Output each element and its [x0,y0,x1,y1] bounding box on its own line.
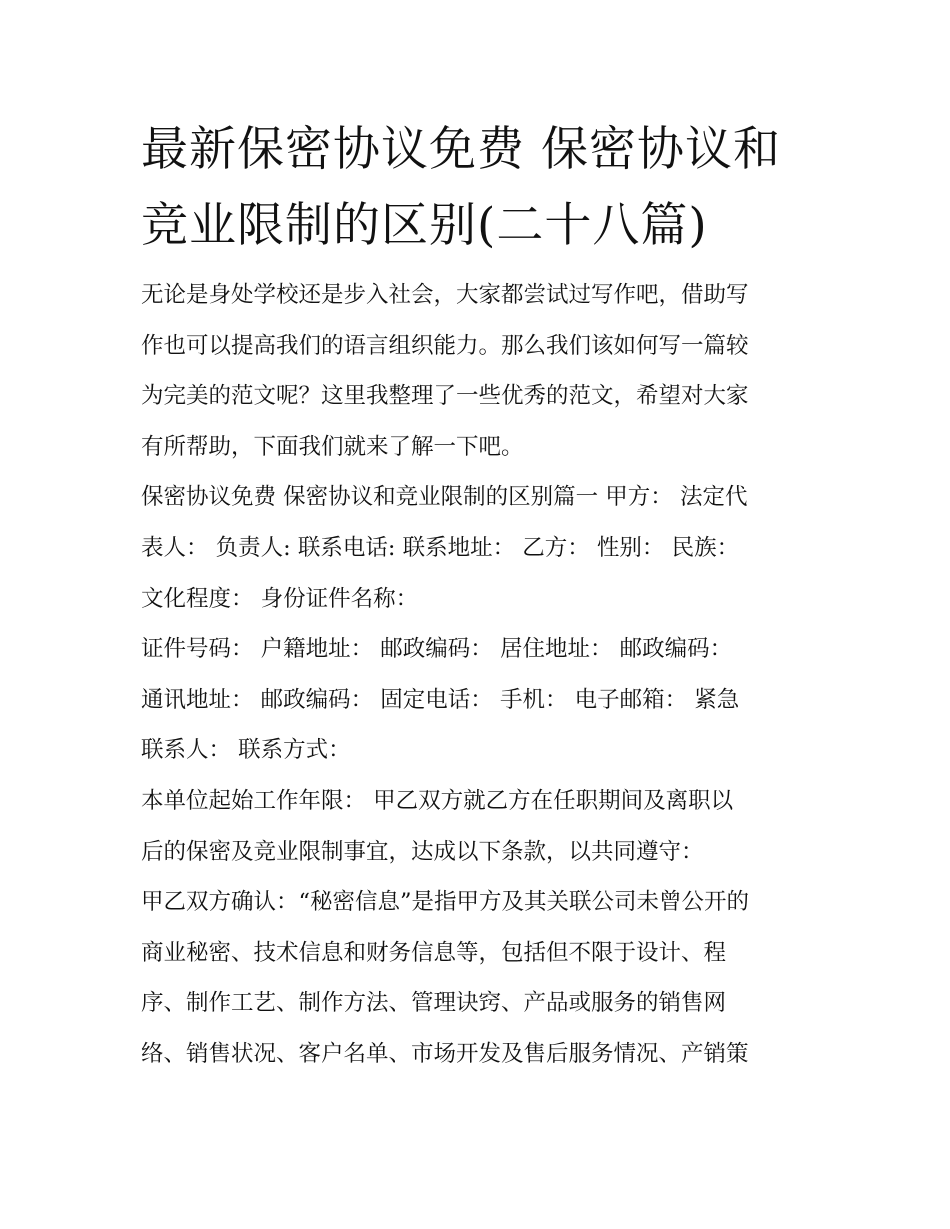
body-line: 序、制作工艺、制作方法、管理诀窍、产品或服务的销售网 [141,990,727,1017]
document-title: 最新保密协议免费 保密协议和 竞业限制的区别(二十八篇) [141,122,781,253]
body-line: 甲乙双方确认：“秘密信息”是指甲方及其关联公司未曾公开的 [141,889,750,916]
body-line: 无论是身处学校还是步入社会，大家都尝试过写作吧，借助写 [141,282,749,308]
body-line: 作也可以提高我们的语言组织能力。那么我们该如何写一篇较 [141,332,749,359]
body-line: 为完美的范文呢？这里我整理了一些优秀的范文，希望对大家 [141,383,749,410]
body-line: 证件号码： 户籍地址： 邮政编码： 居住地址： 邮政编码： [141,636,733,663]
document-page [141,112,813,1080]
body-line: 通讯地址： 邮政编码： 固定电话： 手机： 电子邮箱： 紧急 [141,686,740,713]
body-line: 有所帮助，下面我们就来了解一下吧。 [141,433,524,460]
body-line: 后的保密及竞业限制事宜，达成以下条款，以共同遵守： [141,838,704,865]
body-line: 商业秘密、技术信息和财务信息等，包括但不限于设计、程 [141,939,727,966]
body-line: 联系人： 联系方式： [141,737,351,764]
body-line: 本单位起始工作年限： 甲乙双方就乙方在任职期间及离职以 [141,787,734,814]
body-line: 络、销售状况、客户名单、市场开发及售后服务情况、产销策 [141,1040,749,1067]
body-line: 保密协议免费 保密协议和竞业限制的区别篇一 甲方： 法定代 [141,484,748,511]
body-line: 表人： 负责人: 联系电话: 联系地址： 乙方： 性别： 民族： [141,534,740,561]
body-line: 文化程度： 身份证件名称： [141,585,419,612]
document-body [141,270,813,1080]
